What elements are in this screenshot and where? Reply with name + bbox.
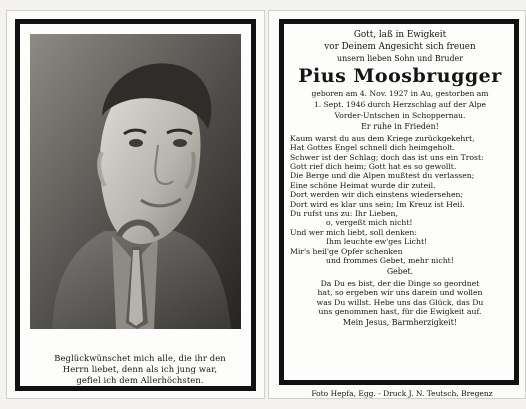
poem-line-10: o, vergeßt mich nicht! — [326, 218, 413, 228]
poem-line-6: Eine schöne Heimat wurde dir zuteil. — [290, 180, 436, 190]
poem-line-5: Die Berge und die Alpen mußtest du verlassen; — [290, 171, 475, 181]
opening-line-1: Gott, laß in Ewigkeit — [353, 30, 447, 40]
footer-credit: Foto Hepfa, Egg. - Druck J. N. Teutsch, Bregenz — [311, 389, 493, 398]
left-card-border — [15, 19, 256, 391]
details-line-3: Vorder-Untschen in Schoppernau. — [334, 111, 466, 121]
poem-line-13: Mir's heil'ge Opfer schenken — [290, 246, 403, 256]
opening-line-2: vor Deinem Angesicht sich freuen — [324, 42, 476, 52]
poem-line-3: Schwer ist der Schlag; doch das ist uns ein Trost: — [290, 152, 484, 162]
right-memorial-card — [268, 10, 526, 399]
poem-line-8: Dort wird es klar uns sein; Im Kreuz ist Heil. — [290, 199, 465, 209]
memorial-text-block — [290, 30, 510, 330]
opening-line-3: unsern lieben Sohn und Bruder — [337, 54, 463, 63]
poem-line-9: Du rufst uns zu: Ihr Lieben, — [290, 208, 398, 218]
poem-line-11: Und wer mich liebt, soll denken: — [290, 227, 417, 237]
left-memorial-card — [6, 10, 265, 399]
prayer-line-3: was Du willst. Hebe uns das Glück, das Du — [316, 297, 484, 307]
poem-line-2: Hat Gottes Engel schnell dich heimgeholt. — [290, 143, 456, 153]
poem-line-4: Gott rief dich heim; Gott hat es so gewollt. — [290, 161, 457, 171]
caption-line-2: Herrn liebet, denn als ich jung war, — [62, 364, 218, 375]
caption-line-1: Beglückwünschet mich alle, die ihr den — [54, 353, 226, 363]
prayer-line-1: Da Du es bist, der die Dinge so geordnet — [320, 278, 480, 288]
poem-line-12: Ihm leuchte ew'ges Licht! — [326, 237, 428, 247]
prayer-line-4: uns genommen hast, für die Ewigkeit auf. — [318, 307, 482, 316]
details-line-1: geboren am 4. Nov. 1927 in Au, gestorben am — [311, 89, 489, 98]
prayer-line-2: hat, so ergeben wir uns darein und wollen — [317, 288, 483, 298]
poem-line-14: und frommes Gebet, mehr nicht! — [326, 255, 454, 265]
details-line-2: 1. Sept. 1946 durch Herzschlag auf der Alpe — [313, 100, 487, 110]
portrait-photo — [30, 34, 241, 329]
deceased-name: Pius Moosbrugger — [298, 65, 502, 87]
closing-line: Mein Jesus, Barmherzigkeit! — [342, 318, 458, 328]
poem-line-7: Dort werden wir dich einstens wiedersehen; — [290, 190, 464, 200]
poem-line-1: Kaum warst du aus dem Kriege zurückgekehrt, — [290, 133, 475, 143]
right-card-border — [279, 19, 519, 385]
caption-line-3: gefiel ich dem Allerhöchsten. — [76, 375, 204, 386]
prayer-title: Gebet. — [386, 267, 414, 277]
portrait-illustration — [30, 34, 241, 329]
left-caption — [38, 353, 242, 387]
rest-line: Er ruhe in Frieden! — [361, 122, 439, 132]
